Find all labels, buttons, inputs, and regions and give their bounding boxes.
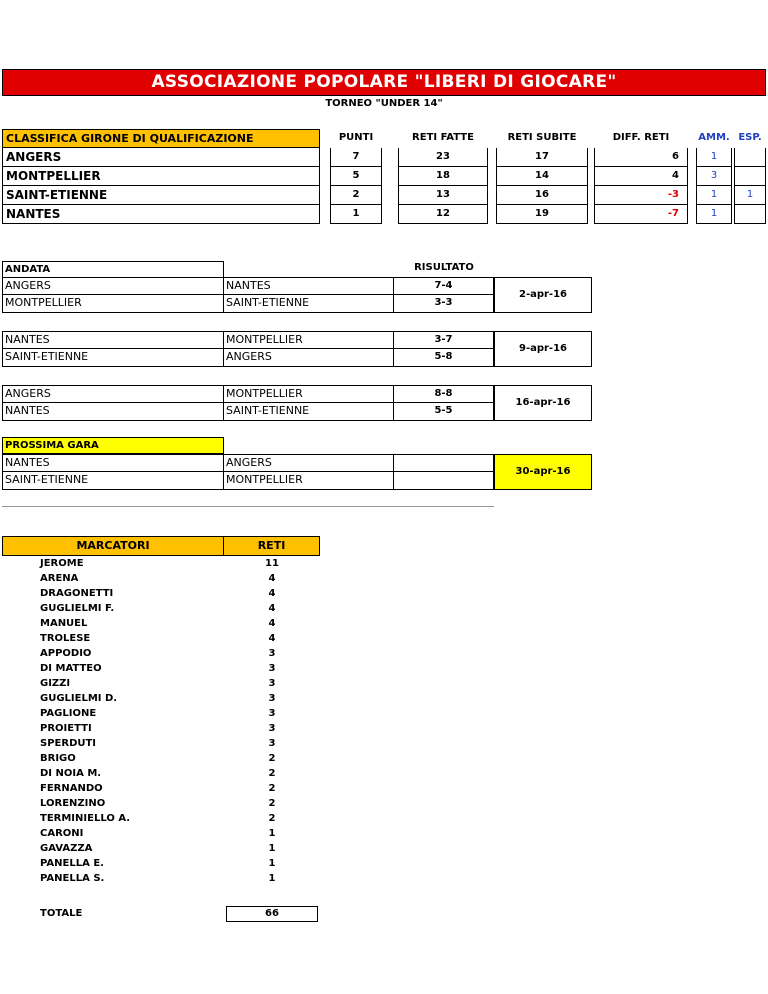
scorer-name: DI MATTEO [40,663,102,674]
scorer-name: BRIGO [40,753,76,764]
match-date: 16-apr-16 [494,385,592,421]
standings-cell-esp: 1 [734,186,766,205]
match-home-team: ANGERS [2,277,224,295]
standings-col-header: RETI SUBITE [507,132,577,143]
scorers-header-goals: RETI [224,536,320,556]
standings-title: CLASSIFICA GIRONE DI QUALIFICAZIONE [2,129,320,148]
scorer-name: GUGLIELMI D. [40,693,118,704]
match-away-team: NANTES [224,277,394,295]
scorer-goals: 1 [268,843,276,854]
scorer-name: PANELLA S. [40,873,105,884]
standings-cell-fatte: 13 [398,186,488,205]
match-score: 3-7 [394,331,494,349]
scorer-name: TROLESE [40,633,91,644]
scorer-goals: 3 [268,723,276,734]
scorer-goals: 1 [268,873,276,884]
scorer-goals: 2 [268,813,276,824]
standings-cell-subite: 16 [496,186,588,205]
match-date: 9-apr-16 [494,331,592,367]
match-away-team: MONTPELLIER [224,385,394,403]
match-away-team: MONTPELLIER [224,472,394,490]
standings-col-header: ESP. [738,132,762,143]
scorer-name: TERMINIELLO A. [40,813,131,824]
standings-col-header: PUNTI [338,132,374,143]
scorer-goals: 1 [268,828,276,839]
scorer-name: LORENZINO [40,798,106,809]
separator-line [2,506,494,507]
standings-cell-diff: -3 [594,186,688,205]
standings-cell-amm: 3 [696,167,732,186]
scorer-name: APPODIO [40,648,92,659]
association-title: ASSOCIAZIONE POPOLARE "LIBERI DI GIOCARE" [2,69,766,96]
total-label: TOTALE [40,908,83,919]
match-home-team: SAINT-ETIENNE [2,472,224,490]
match-away-team: SAINT-ETIENNE [224,295,394,313]
scorer-goals: 3 [268,663,276,674]
scorer-name: MANUEL [40,618,88,629]
scorer-name: ARENA [40,573,79,584]
match-away-team: MONTPELLIER [224,331,394,349]
scorer-name: DRAGONETTI [40,588,114,599]
standings-cell-fatte: 18 [398,167,488,186]
match-away-team: SAINT-ETIENNE [224,403,394,421]
standings-team-name: NANTES [2,205,320,224]
scorer-name: GAVAZZA [40,843,93,854]
scorer-goals: 2 [268,768,276,779]
scorer-goals: 2 [268,783,276,794]
scorer-goals: 4 [268,588,276,599]
match-home-team: SAINT-ETIENNE [2,349,224,367]
match-date: 30-apr-16 [494,454,592,490]
standings-cell-punti: 5 [330,167,382,186]
standings-cell-subite: 14 [496,167,588,186]
scorer-goals: 4 [268,603,276,614]
standings-team-name: SAINT-ETIENNE [2,186,320,205]
match-score [394,454,494,472]
next-match-label: PROSSIMA GARA [2,437,224,454]
scorer-goals: 3 [268,738,276,749]
standings-col-header: DIFF. RETI [612,132,670,143]
scorer-goals: 4 [268,618,276,629]
result-label: RISULTATO [414,262,474,273]
scorer-name: GUGLIELMI F. [40,603,115,614]
standings-cell-amm: 1 [696,186,732,205]
standings-cell-esp [734,148,766,167]
scorer-goals: 3 [268,708,276,719]
standings-cell-punti: 1 [330,205,382,224]
andata-label: ANDATA [2,261,224,278]
scorer-name: SPERDUTI [40,738,97,749]
standings-cell-diff: 4 [594,167,688,186]
match-home-team: MONTPELLIER [2,295,224,313]
standings-cell-diff: -7 [594,205,688,224]
scorer-name: GIZZI [40,678,71,689]
scorer-name: DI NOIA M. [40,768,102,779]
scorer-goals: 11 [265,558,279,569]
total-goals: 66 [226,906,318,922]
scorer-goals: 3 [268,693,276,704]
standings-cell-fatte: 12 [398,205,488,224]
match-home-team: NANTES [2,454,224,472]
match-score: 3-3 [394,295,494,313]
standings-cell-diff: 6 [594,148,688,167]
standings-cell-esp [734,167,766,186]
scorer-goals: 4 [268,573,276,584]
scorer-name: JEROME [40,558,84,569]
standings-col-header: AMM. [698,132,730,143]
scorer-goals: 4 [268,633,276,644]
match-date: 2-apr-16 [494,277,592,313]
match-home-team: NANTES [2,331,224,349]
scorers-header-name: MARCATORI [2,536,224,556]
scorer-goals: 2 [268,798,276,809]
scorer-goals: 2 [268,753,276,764]
standings-team-name: ANGERS [2,148,320,167]
standings-cell-subite: 17 [496,148,588,167]
scorer-name: PAGLIONE [40,708,97,719]
match-score: 5-8 [394,349,494,367]
tournament-subtitle: TORNEO "UNDER 14" [325,98,443,109]
match-score: 8-8 [394,385,494,403]
scorer-goals: 3 [268,678,276,689]
standings-col-header: RETI FATTE [412,132,474,143]
standings-cell-subite: 19 [496,205,588,224]
scorer-name: FERNANDO [40,783,103,794]
match-away-team: ANGERS [224,349,394,367]
match-away-team: ANGERS [224,454,394,472]
scorer-name: CARONI [40,828,84,839]
standings-cell-fatte: 23 [398,148,488,167]
match-home-team: NANTES [2,403,224,421]
scorer-name: PROIETTI [40,723,92,734]
standings-cell-esp [734,205,766,224]
standings-cell-punti: 7 [330,148,382,167]
match-score: 7-4 [394,277,494,295]
standings-cell-amm: 1 [696,205,732,224]
standings-team-name: MONTPELLIER [2,167,320,186]
scorer-goals: 3 [268,648,276,659]
scorer-goals: 1 [268,858,276,869]
match-score [394,472,494,490]
match-home-team: ANGERS [2,385,224,403]
match-score: 5-5 [394,403,494,421]
standings-cell-amm: 1 [696,148,732,167]
scorer-name: PANELLA E. [40,858,104,869]
standings-cell-punti: 2 [330,186,382,205]
